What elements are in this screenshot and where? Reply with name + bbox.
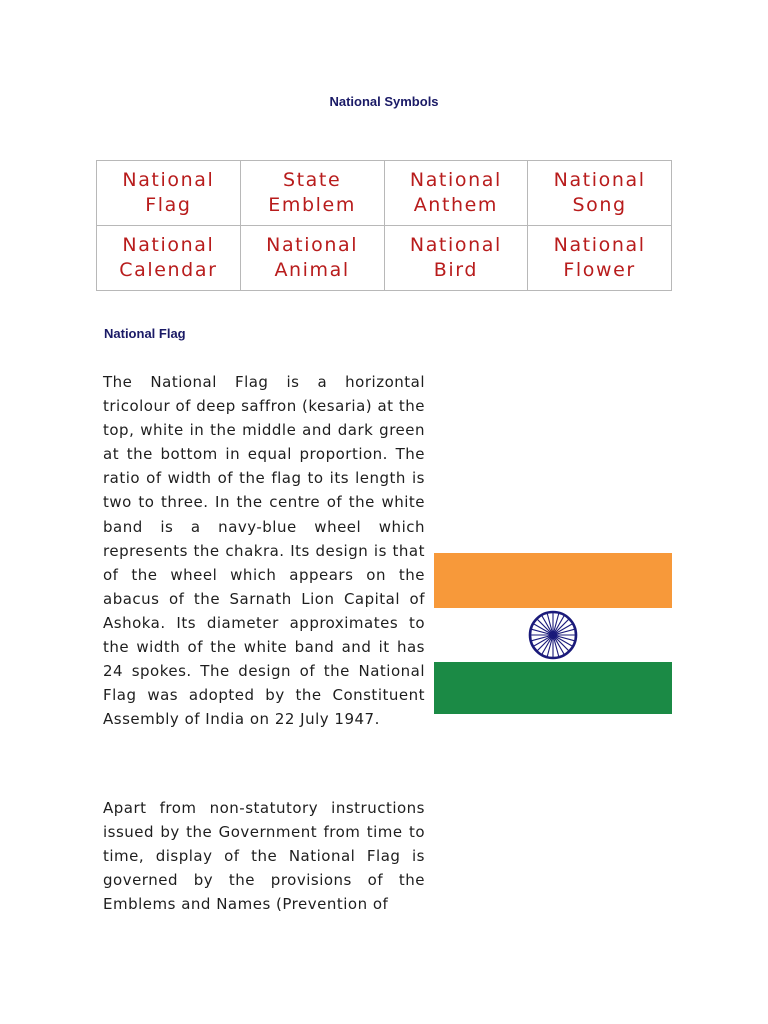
table-cell-national-flag[interactable]: National Flag [97, 161, 241, 226]
table-cell-national-animal[interactable]: National Animal [240, 226, 384, 291]
section-heading-national-flag: National Flag [104, 326, 186, 341]
table-row [97, 161, 672, 226]
table-cell-national-calendar[interactable]: National Calendar [97, 226, 241, 291]
table-cell-national-flower[interactable]: National Flower [528, 226, 672, 291]
table-cell-national-bird[interactable]: National Bird [384, 226, 528, 291]
table-cell-state-emblem[interactable]: State Emblem [240, 161, 384, 226]
flag-governance-paragraph: Apart from non-statutory instructions issued by the Government from time to time, display of the National Flag is governed by the provisions of the Emblems and Names (Prevention of [103, 799, 425, 914]
ashoka-chakra-icon [530, 612, 576, 658]
national-symbols-table [96, 160, 672, 291]
table-cell-national-song[interactable]: National Song [528, 161, 672, 226]
table-row [97, 226, 672, 291]
flag-green-band [434, 662, 672, 714]
table-cell-national-anthem[interactable]: National Anthem [384, 161, 528, 226]
indian-flag-image [434, 553, 672, 714]
page-title: National Symbols [329, 94, 439, 109]
flag-saffron-band [434, 553, 672, 608]
flag-description-paragraph: The National Flag is a horizontal tricolour of deep saffron (kesaria) at the top, white in the middle and dark green at the bottom in equal proportion. The ratio of width of the flag to its length is two to three. In the centre of the white band is a navy-blue wheel which represents the chakra. Its design is that of the wheel which appears on the abacus of the Sarnath Lion Capital of Ashoka. Its diameter approximates to the width of the white band and it has 24 spokes. The design of the National Flag was adopted by the Constituent Assembly of India on 22 July 1947. [103, 373, 425, 729]
